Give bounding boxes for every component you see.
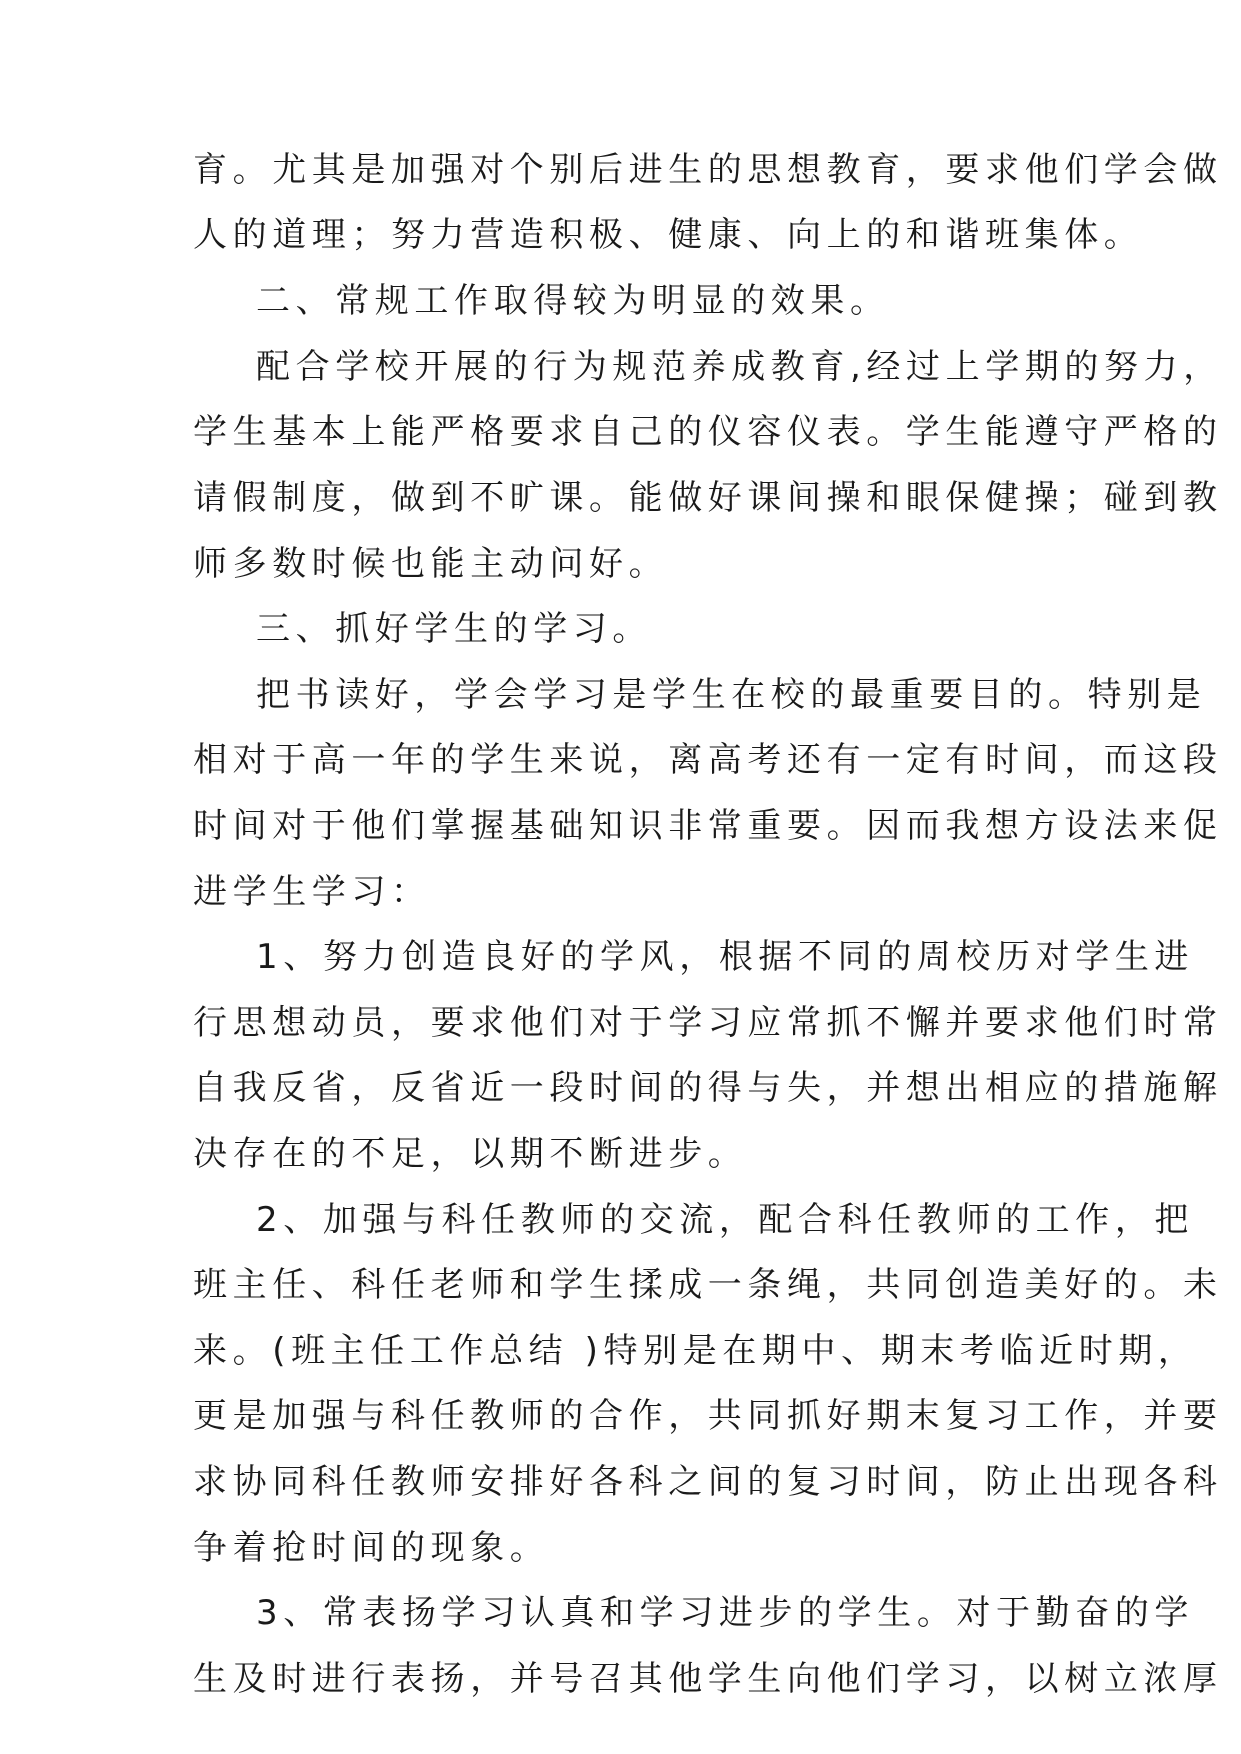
text-line: 学生基本上能严格要求自己的仪容仪表。学生能遵守严格的: [193, 412, 1223, 452]
text-line: 进学生学习：: [193, 872, 431, 912]
text-line: 争着抢时间的现象。: [193, 1528, 550, 1568]
text-line: 请假制度，做到不旷课。能做好课间操和眼保健操；碰到教: [193, 478, 1223, 518]
section-heading: 三、抓好学生的学习。: [256, 609, 652, 649]
text-line: 相对于高一年的学生来说，离高考还有一定有时间，而这段: [193, 740, 1223, 780]
list-item-line: 3、常表扬学习认真和学习进步的学生。对于勤奋的学: [256, 1593, 1195, 1633]
text-line: 育。尤其是加强对个别后进生的思想教育，要求他们学会做: [193, 150, 1223, 190]
list-item-line: 1、努力创造良好的学风，根据不同的周校历对学生进: [256, 937, 1195, 977]
text-line: 求协同科任教师安排好各科之间的复习时间，防止出现各科: [193, 1462, 1223, 1502]
text-line: 自我反省，反省近一段时间的得与失，并想出相应的措施解: [193, 1068, 1223, 1108]
text-line: 人的道理；努力营造积极、健康、向上的和谐班集体。: [193, 215, 1144, 255]
text-line: 行思想动员，要求他们对于学习应常抓不懈并要求他们时常: [193, 1003, 1223, 1043]
text-line: 更是加强与科任教师的合作，共同抓好期末复习工作，并要: [193, 1396, 1223, 1436]
text-line: 决存在的不足，以期不断进步。: [193, 1134, 748, 1174]
text-line: 师多数时候也能主动问好。: [193, 544, 669, 584]
text-line: 时间对于他们掌握基础知识非常重要。因而我想方设法来促: [193, 806, 1223, 846]
text-line: 配合学校开展的行为规范养成教育,经过上学期的努力，: [256, 347, 1223, 387]
text-line: 把书读好，学会学习是学生在校的最重要目的。特别是: [256, 675, 1207, 715]
text-line: 来。(班主任工作总结 )特别是在期中、期末考临近时期，: [193, 1331, 1198, 1371]
section-heading: 二、常规工作取得较为明显的效果。: [256, 281, 890, 321]
text-line: 生及时进行表扬，并号召其他学生向他们学习，以树立浓厚: [193, 1659, 1223, 1699]
list-item-line: 2、加强与科任教师的交流，配合科任教师的工作，把: [256, 1200, 1195, 1240]
text-line: 班主任、科任老师和学生揉成一条绳，共同创造美好的。未: [193, 1265, 1223, 1305]
